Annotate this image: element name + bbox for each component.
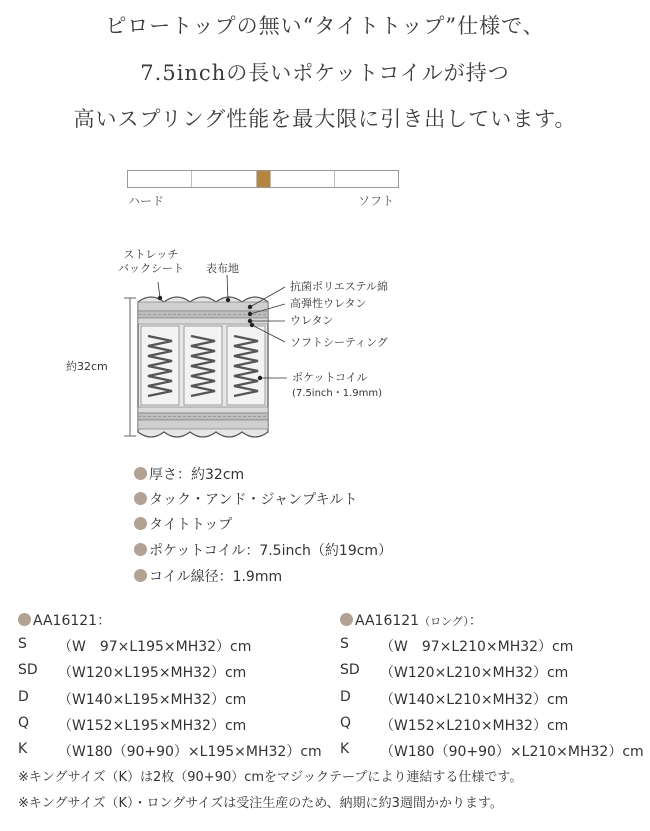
bullet-dot bbox=[134, 543, 147, 556]
size-row: SD （W120×L210×MH32）cm bbox=[340, 662, 569, 682]
size-row: Q （W152×L195×MH32）cm bbox=[18, 714, 247, 734]
spec-item: タイトトップ bbox=[134, 514, 232, 534]
label-soft-sheeting: ソフトシーティング bbox=[290, 336, 388, 349]
spec-item: コイル線径：1.9mm bbox=[134, 566, 282, 586]
bullet-dot bbox=[18, 613, 31, 626]
bullet-dot bbox=[134, 492, 147, 505]
size-row: S （W 97×L210×MH32）cm bbox=[340, 636, 574, 655]
sizes-long-heading: AA16121（ロング）： bbox=[340, 610, 644, 636]
spec-item: ポケットコイル：7.5inch（約19cm） bbox=[134, 540, 392, 560]
spec-item: 厚さ：約32cm bbox=[134, 464, 244, 484]
label-pocket-coil-spec: (7.5inch・1.9mm) bbox=[292, 388, 383, 399]
size-row: D （W140×L195×MH32）cm bbox=[18, 688, 247, 708]
soft-label: ソフト bbox=[358, 194, 395, 208]
size-row: K （W180（90+90）×L195×MH32）cm bbox=[18, 741, 322, 761]
headline-line-2: 7.5inchの長いポケットコイルが持つ bbox=[140, 61, 510, 85]
bullet-dot bbox=[134, 467, 147, 480]
size-row: K （W180（90+90）×L210×MH32）cm bbox=[340, 741, 644, 761]
label-antibacterial-polyester: 抗菌ポリエステル綿 bbox=[290, 280, 389, 293]
sizes-long bbox=[340, 610, 644, 767]
label-urethane: ウレタン bbox=[290, 314, 334, 327]
size-row: S （W 97×L195×MH32）cm bbox=[18, 636, 252, 655]
sizes-regular bbox=[18, 610, 322, 767]
note-made-to-order: ※キングサイズ（K）・ロングサイズは受注生産のため、納期に約3週間かかります。 bbox=[18, 796, 503, 811]
hard-label: ハード bbox=[128, 194, 165, 208]
note-king-size-joining: ※キングサイズ（K）は2枚（90+90）cmをマジックテープにより連結する仕様です。 bbox=[18, 770, 523, 785]
headline-line-3: 高いスプリング性能を最大限に引き出しています。 bbox=[73, 107, 577, 131]
size-row: SD （W120×L195×MH32）cm bbox=[18, 662, 247, 682]
label-pocket-coil: ポケットコイル bbox=[292, 371, 368, 384]
label-surface-fabric: 表布地 bbox=[206, 262, 239, 275]
bullet-dot bbox=[340, 613, 353, 626]
size-row: D （W140×L210×MH32）cm bbox=[340, 688, 569, 708]
bullet-dot bbox=[134, 569, 147, 582]
label-stretch-back-sheet: ストレッチ バックシート bbox=[118, 248, 184, 275]
sizes-regular-heading: AA16121： bbox=[18, 610, 322, 636]
label-high-resilience-urethane: 高弾性ウレタン bbox=[290, 297, 367, 310]
bullet-dot bbox=[134, 517, 147, 530]
label-thickness: 約32cm bbox=[66, 360, 108, 373]
spec-item: タック・アンド・ジャンプキルト bbox=[134, 489, 357, 509]
size-row: Q （W152×L210×MH32）cm bbox=[340, 714, 569, 734]
headline-line-1: ピロートップの無い“タイトトップ”仕様で、 bbox=[105, 14, 545, 38]
